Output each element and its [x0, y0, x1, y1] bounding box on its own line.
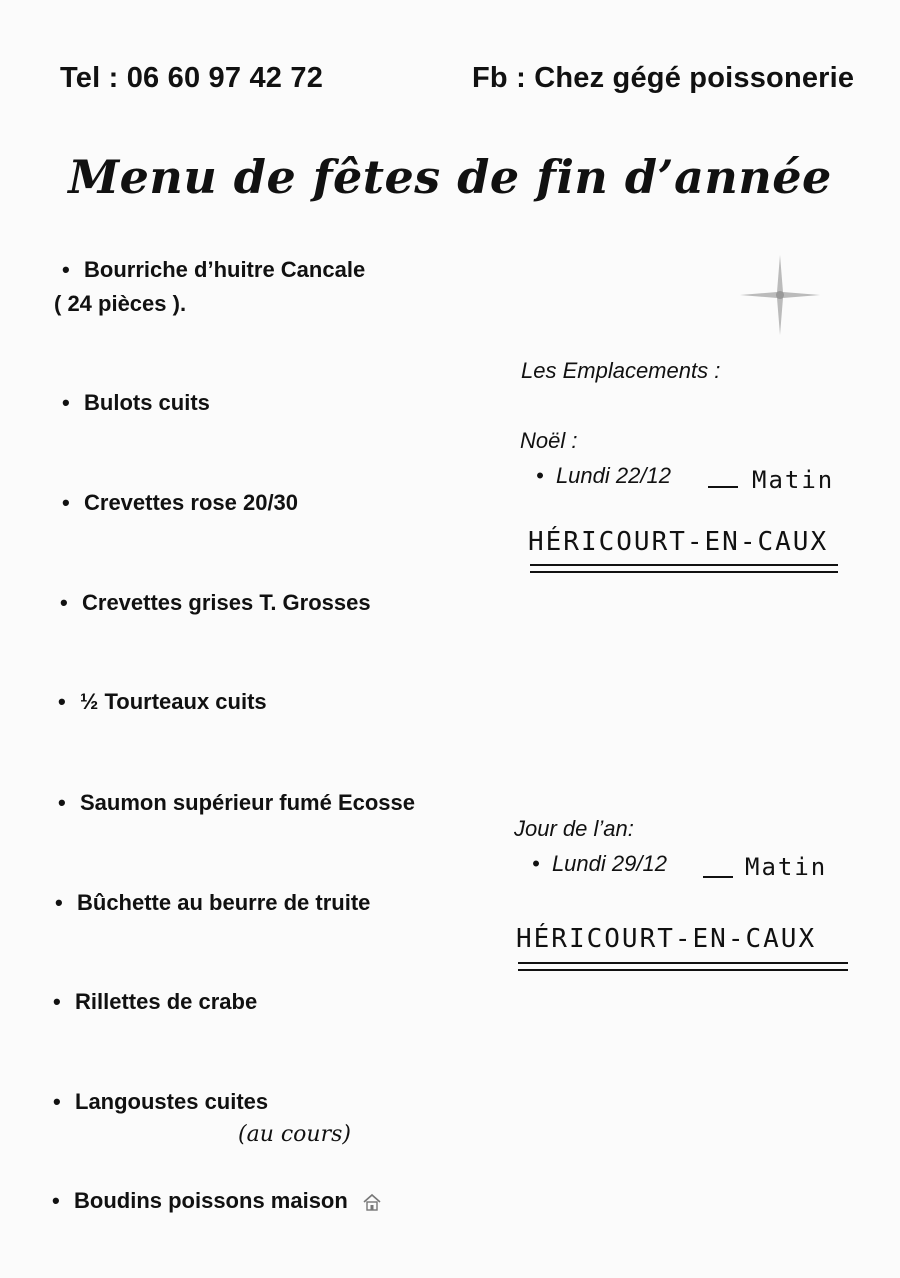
item-label: Langoustes cuites — [75, 1089, 269, 1114]
dash — [708, 486, 738, 488]
list-item — [62, 490, 298, 516]
item-label: ½ Tourteaux cuits — [80, 689, 267, 714]
bullet: • — [62, 257, 70, 282]
bullet: • — [52, 1188, 60, 1213]
list-item — [58, 689, 267, 715]
list-item — [62, 257, 365, 283]
noel-place: HÉRICOURT-EN-CAUX — [528, 527, 829, 557]
phone-number: Tel : 06 60 97 42 72 — [60, 62, 324, 94]
newyear-time: Matin — [745, 853, 828, 881]
house-icon — [362, 1192, 382, 1212]
noel-date — [536, 463, 671, 489]
item-sub: ( 24 pièces ). — [54, 291, 187, 316]
list-item — [53, 1089, 268, 1115]
list-item — [60, 590, 371, 616]
bullet: • — [55, 890, 63, 915]
noel-label: Noël : — [520, 428, 578, 453]
list-item — [62, 390, 210, 416]
list-item — [58, 790, 415, 816]
underline — [530, 571, 838, 573]
item-label: Bûchette au beurre de truite — [77, 890, 371, 915]
bullet: • — [532, 851, 540, 876]
bullet: • — [62, 390, 70, 415]
bullet: • — [53, 989, 61, 1014]
newyear-date — [532, 851, 667, 877]
item-label: Saumon supérieur fumé Ecosse — [80, 790, 415, 815]
underline — [530, 564, 838, 566]
item-label: Bulots cuits — [84, 390, 210, 415]
bullet: • — [58, 689, 66, 714]
list-item — [55, 890, 370, 916]
locations-heading: Les Emplacements : — [521, 358, 721, 383]
noel-date-text: Lundi 22/12 — [555, 463, 671, 488]
page-title: Menu de fêtes de fin d’année — [68, 150, 832, 204]
bullet: • — [53, 1089, 61, 1114]
item-note: (au cours) — [238, 1122, 351, 1147]
newyear-label: Jour de l’an: — [514, 816, 634, 841]
bullet: • — [536, 463, 544, 488]
list-item — [52, 1188, 382, 1214]
item-label: Boudins poissons maison — [74, 1188, 348, 1213]
item-label: Crevettes grises T. Grosses — [82, 590, 371, 615]
item-label: Crevettes rose 20/30 — [84, 490, 299, 515]
underline — [518, 969, 848, 971]
item-label: Rillettes de crabe — [75, 989, 258, 1014]
star-sparkle-icon — [740, 255, 820, 335]
dash — [703, 876, 733, 878]
noel-time: Matin — [752, 466, 835, 494]
bullet: • — [62, 490, 70, 515]
newyear-date-text: Lundi 29/12 — [551, 851, 667, 876]
facebook-page: Fb : Chez gégé poissonerie — [472, 62, 855, 94]
item-label: Bourriche d’huitre Cancale — [84, 257, 366, 282]
bullet: • — [58, 790, 66, 815]
underline — [518, 962, 848, 964]
newyear-place: HÉRICOURT-EN-CAUX — [516, 924, 817, 954]
list-item — [53, 989, 257, 1015]
bullet: • — [60, 590, 68, 615]
